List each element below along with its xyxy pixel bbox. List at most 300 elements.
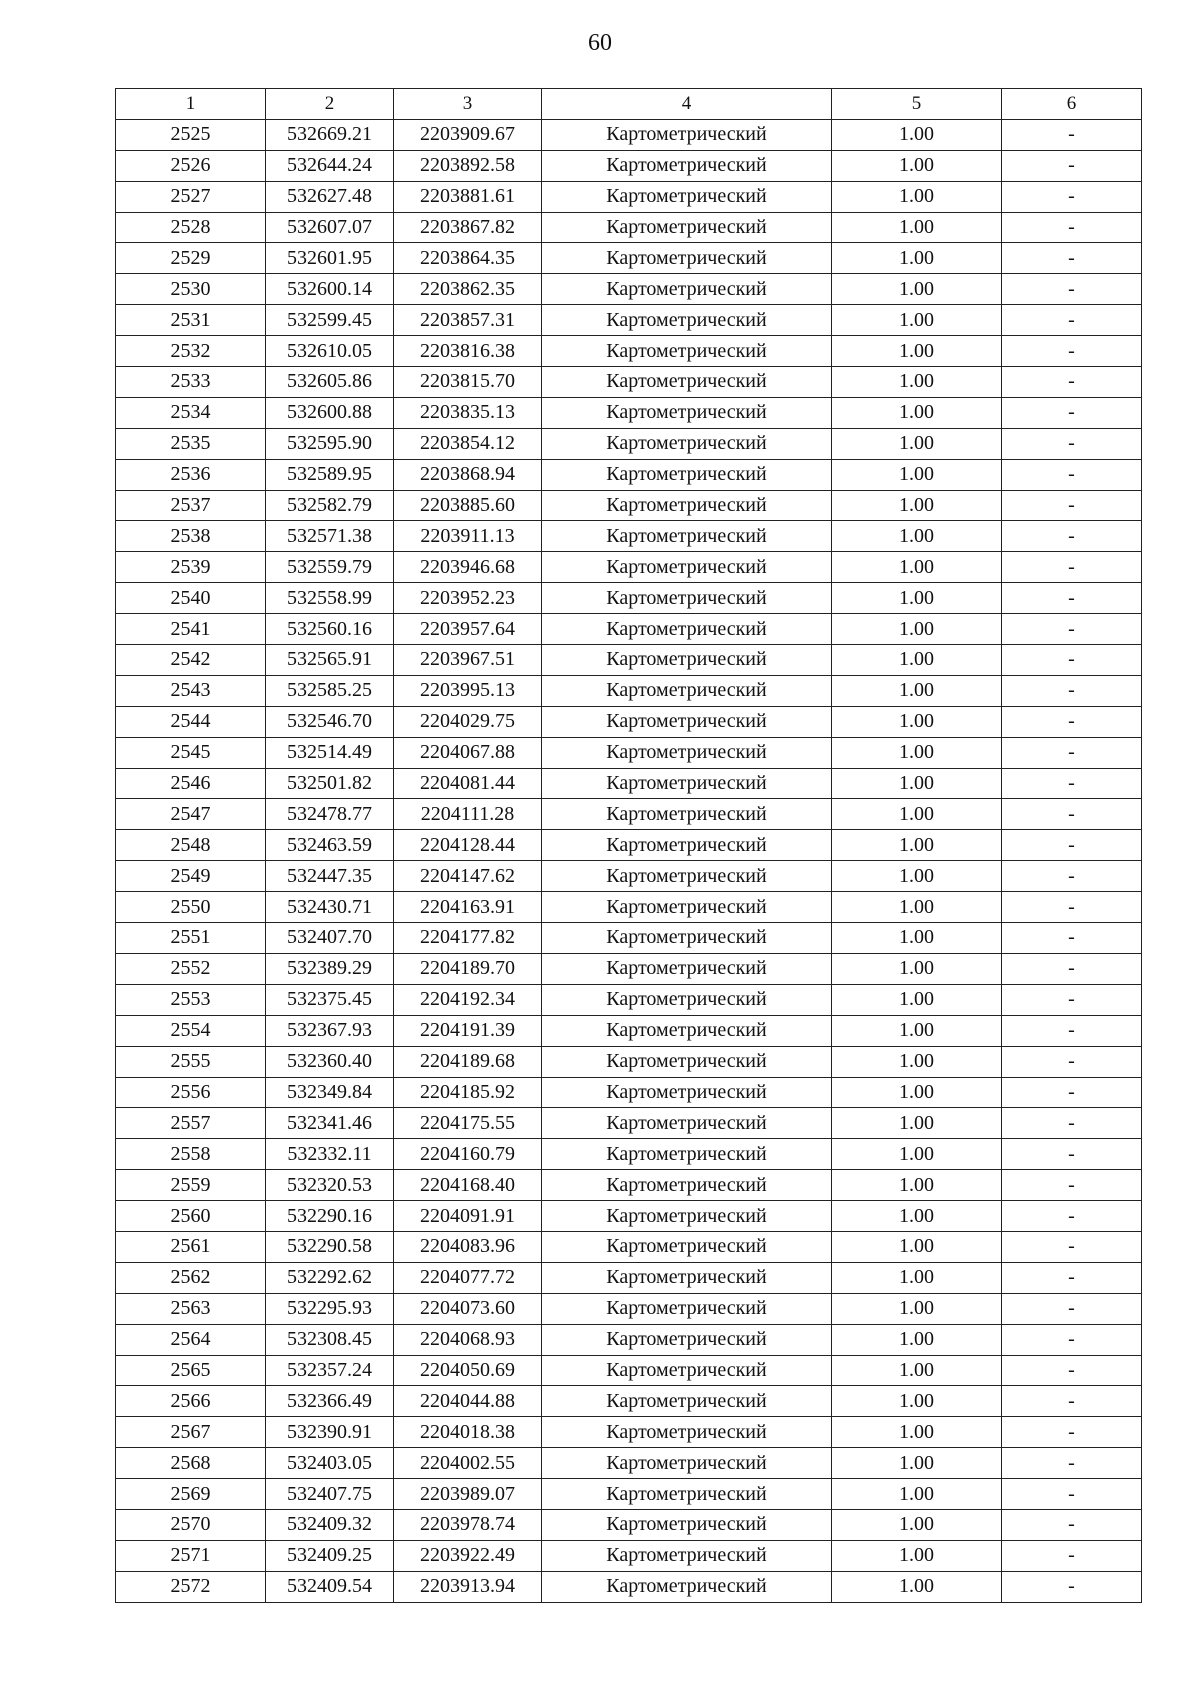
- table-cell: 532478.77: [266, 799, 394, 830]
- table-cell: 2530: [116, 274, 266, 305]
- table-cell: 532349.84: [266, 1077, 394, 1108]
- table-cell: 1.00: [832, 1262, 1002, 1293]
- table-cell: 1.00: [832, 830, 1002, 861]
- table-cell: Картометрический: [542, 1324, 832, 1355]
- table-cell: 2204177.82: [394, 923, 542, 954]
- table-row: [116, 1571, 1142, 1602]
- table-cell: 2544: [116, 706, 266, 737]
- table-cell: Картометрический: [542, 181, 832, 212]
- table-row: [116, 521, 1142, 552]
- table-row: [116, 1201, 1142, 1232]
- table-cell: -: [1002, 212, 1142, 243]
- table-cell: 2204168.40: [394, 1170, 542, 1201]
- table-cell: 532595.90: [266, 428, 394, 459]
- table-cell: 1.00: [832, 119, 1002, 150]
- table-cell: 532332.11: [266, 1139, 394, 1170]
- table-cell: 532582.79: [266, 490, 394, 521]
- table-row: [116, 645, 1142, 676]
- table-cell: -: [1002, 706, 1142, 737]
- table-cell: -: [1002, 336, 1142, 367]
- table-cell: 1.00: [832, 1015, 1002, 1046]
- table-cell: 1.00: [832, 1386, 1002, 1417]
- table-cell: Картометрический: [542, 1571, 832, 1602]
- table-cell: 2203911.13: [394, 521, 542, 552]
- table-cell: 2203922.49: [394, 1540, 542, 1571]
- column-header: 2: [266, 89, 394, 120]
- table-cell: 2538: [116, 521, 266, 552]
- table-cell: 2204192.34: [394, 984, 542, 1015]
- table-cell: 1.00: [832, 799, 1002, 830]
- table-cell: 1.00: [832, 1201, 1002, 1232]
- table-cell: 532607.07: [266, 212, 394, 243]
- table-cell: 532409.32: [266, 1509, 394, 1540]
- table-cell: -: [1002, 367, 1142, 398]
- table-row: [116, 614, 1142, 645]
- table-cell: 532600.88: [266, 397, 394, 428]
- table-cell: Картометрический: [542, 1509, 832, 1540]
- table-cell: 2204175.55: [394, 1108, 542, 1139]
- table-row: [116, 1170, 1142, 1201]
- table-row: [116, 305, 1142, 336]
- table-cell: Картометрический: [542, 1386, 832, 1417]
- table-cell: 2567: [116, 1417, 266, 1448]
- column-header: 3: [394, 89, 542, 120]
- table-cell: 532403.05: [266, 1448, 394, 1479]
- table-cell: 2557: [116, 1108, 266, 1139]
- table-cell: 532357.24: [266, 1355, 394, 1386]
- table-cell: -: [1002, 397, 1142, 428]
- table-cell: -: [1002, 645, 1142, 676]
- table-cell: -: [1002, 305, 1142, 336]
- column-header: 5: [832, 89, 1002, 120]
- table-cell: Картометрический: [542, 1201, 832, 1232]
- table-row: [116, 367, 1142, 398]
- table-cell: 532295.93: [266, 1293, 394, 1324]
- table-cell: 1.00: [832, 367, 1002, 398]
- table-row: [116, 1355, 1142, 1386]
- table-cell: 2203816.38: [394, 336, 542, 367]
- table-row: [116, 1046, 1142, 1077]
- table-cell: 532644.24: [266, 150, 394, 181]
- table-cell: 1.00: [832, 336, 1002, 367]
- table-cell: 2568: [116, 1448, 266, 1479]
- table-cell: 2529: [116, 243, 266, 274]
- table-cell: 1.00: [832, 1108, 1002, 1139]
- table-cell: 2535: [116, 428, 266, 459]
- table-cell: 532560.16: [266, 614, 394, 645]
- table-cell: 1.00: [832, 984, 1002, 1015]
- table-cell: -: [1002, 181, 1142, 212]
- table-cell: 1.00: [832, 428, 1002, 459]
- table-cell: Картометрический: [542, 1262, 832, 1293]
- table-cell: -: [1002, 1170, 1142, 1201]
- table-cell: -: [1002, 459, 1142, 490]
- table-cell: 1.00: [832, 1509, 1002, 1540]
- table-cell: 2536: [116, 459, 266, 490]
- table-cell: Картометрический: [542, 1015, 832, 1046]
- table-row: [116, 428, 1142, 459]
- table-cell: 1.00: [832, 737, 1002, 768]
- table-cell: 2203815.70: [394, 367, 542, 398]
- table-row: [116, 861, 1142, 892]
- table-cell: 1.00: [832, 1571, 1002, 1602]
- table-row: [116, 583, 1142, 614]
- table-cell: -: [1002, 830, 1142, 861]
- table-cell: -: [1002, 1108, 1142, 1139]
- table-cell: -: [1002, 150, 1142, 181]
- table-row: [116, 552, 1142, 583]
- table-cell: 532390.91: [266, 1417, 394, 1448]
- table-cell: 1.00: [832, 583, 1002, 614]
- table-cell: Картометрический: [542, 490, 832, 521]
- table-cell: Картометрический: [542, 614, 832, 645]
- table-cell: Картометрический: [542, 150, 832, 181]
- table-cell: 2562: [116, 1262, 266, 1293]
- table-cell: 2203885.60: [394, 490, 542, 521]
- table-cell: 532290.16: [266, 1201, 394, 1232]
- table-cell: 1.00: [832, 490, 1002, 521]
- table-row: [116, 1015, 1142, 1046]
- table-cell: 1.00: [832, 675, 1002, 706]
- table-cell: 2204091.91: [394, 1201, 542, 1232]
- table-cell: -: [1002, 1046, 1142, 1077]
- table-row: [116, 892, 1142, 923]
- table-cell: Картометрический: [542, 243, 832, 274]
- table-cell: Картометрический: [542, 274, 832, 305]
- table-cell: 2548: [116, 830, 266, 861]
- table-cell: 2204044.88: [394, 1386, 542, 1417]
- table-row: [116, 397, 1142, 428]
- table-cell: 1.00: [832, 150, 1002, 181]
- table-row: [116, 1262, 1142, 1293]
- table-cell: 532409.54: [266, 1571, 394, 1602]
- table-cell: -: [1002, 274, 1142, 305]
- column-header: 4: [542, 89, 832, 120]
- table-cell: 2204073.60: [394, 1293, 542, 1324]
- page-number: 60: [588, 30, 612, 56]
- table-cell: 2203946.68: [394, 552, 542, 583]
- table-cell: 1.00: [832, 1046, 1002, 1077]
- table-row: [116, 243, 1142, 274]
- table-row: [116, 737, 1142, 768]
- table-cell: 2531: [116, 305, 266, 336]
- table-cell: 532559.79: [266, 552, 394, 583]
- table-cell: 2204081.44: [394, 768, 542, 799]
- table-cell: Картометрический: [542, 923, 832, 954]
- table-cell: 1.00: [832, 1355, 1002, 1386]
- table-cell: -: [1002, 1448, 1142, 1479]
- table-cell: 2203892.58: [394, 150, 542, 181]
- table-cell: 1.00: [832, 1077, 1002, 1108]
- table-cell: 1.00: [832, 181, 1002, 212]
- table-cell: -: [1002, 768, 1142, 799]
- table-cell: 2204163.91: [394, 892, 542, 923]
- table-cell: 2547: [116, 799, 266, 830]
- table-cell: 2541: [116, 614, 266, 645]
- table-cell: 1.00: [832, 953, 1002, 984]
- table-cell: 1.00: [832, 521, 1002, 552]
- table-cell: 2526: [116, 150, 266, 181]
- table-cell: 532514.49: [266, 737, 394, 768]
- table-cell: 2204050.69: [394, 1355, 542, 1386]
- table-cell: 2543: [116, 675, 266, 706]
- table-cell: 532585.25: [266, 675, 394, 706]
- table-cell: 532589.95: [266, 459, 394, 490]
- table-cell: 532407.70: [266, 923, 394, 954]
- table-cell: Картометрический: [542, 799, 832, 830]
- table-cell: 2570: [116, 1509, 266, 1540]
- column-header: 1: [116, 89, 266, 120]
- table-cell: 2542: [116, 645, 266, 676]
- table-cell: 532601.95: [266, 243, 394, 274]
- table-cell: 2204029.75: [394, 706, 542, 737]
- table-cell: -: [1002, 1077, 1142, 1108]
- table-cell: 532367.93: [266, 1015, 394, 1046]
- table-cell: Картометрический: [542, 892, 832, 923]
- table-cell: -: [1002, 614, 1142, 645]
- table-row: [116, 1509, 1142, 1540]
- table-cell: 1.00: [832, 861, 1002, 892]
- table-cell: 1.00: [832, 706, 1002, 737]
- table-row: [116, 984, 1142, 1015]
- table-cell: Картометрический: [542, 521, 832, 552]
- table-cell: 1.00: [832, 305, 1002, 336]
- table-header: [116, 89, 1142, 120]
- table-cell: 2204189.70: [394, 953, 542, 984]
- table-cell: 2203967.51: [394, 645, 542, 676]
- table-row: [116, 490, 1142, 521]
- table-cell: 2527: [116, 181, 266, 212]
- table-cell: Картометрический: [542, 1448, 832, 1479]
- table-cell: 1.00: [832, 243, 1002, 274]
- table-row: [116, 953, 1142, 984]
- table-cell: Картометрический: [542, 675, 832, 706]
- table-cell: 1.00: [832, 1540, 1002, 1571]
- table-cell: 2204160.79: [394, 1139, 542, 1170]
- table-cell: -: [1002, 892, 1142, 923]
- table-cell: 1.00: [832, 212, 1002, 243]
- table-cell: -: [1002, 119, 1142, 150]
- table-cell: Картометрический: [542, 861, 832, 892]
- table-cell: Картометрический: [542, 1417, 832, 1448]
- table-cell: 2203952.23: [394, 583, 542, 614]
- table-cell: -: [1002, 1509, 1142, 1540]
- table-cell: 2203857.31: [394, 305, 542, 336]
- table-cell: 1.00: [832, 397, 1002, 428]
- table-cell: Картометрический: [542, 737, 832, 768]
- table-cell: 2204077.72: [394, 1262, 542, 1293]
- table-cell: 2551: [116, 923, 266, 954]
- table-cell: 532290.58: [266, 1231, 394, 1262]
- table-cell: 2204185.92: [394, 1077, 542, 1108]
- table-body: [116, 119, 1142, 1602]
- table-cell: 2564: [116, 1324, 266, 1355]
- table-cell: 2203868.94: [394, 459, 542, 490]
- table-cell: 1.00: [832, 1417, 1002, 1448]
- table-cell: -: [1002, 552, 1142, 583]
- table-cell: 1.00: [832, 923, 1002, 954]
- table-cell: Картометрический: [542, 1293, 832, 1324]
- table-cell: 2203867.82: [394, 212, 542, 243]
- table-cell: -: [1002, 1540, 1142, 1571]
- table-cell: -: [1002, 923, 1142, 954]
- table-cell: Картометрический: [542, 645, 832, 676]
- table-cell: 532627.48: [266, 181, 394, 212]
- header-row: [116, 89, 1142, 120]
- table-cell: 2203854.12: [394, 428, 542, 459]
- table-cell: -: [1002, 490, 1142, 521]
- table-row: [116, 150, 1142, 181]
- table-cell: 2204067.88: [394, 737, 542, 768]
- table-cell: Картометрический: [542, 984, 832, 1015]
- table-row: [116, 768, 1142, 799]
- table-cell: 532292.62: [266, 1262, 394, 1293]
- table-cell: 1.00: [832, 1231, 1002, 1262]
- table-cell: Картометрический: [542, 1540, 832, 1571]
- table-row: [116, 923, 1142, 954]
- table-cell: 532501.82: [266, 768, 394, 799]
- table-cell: -: [1002, 428, 1142, 459]
- table-row: [116, 1417, 1142, 1448]
- table-cell: 532571.38: [266, 521, 394, 552]
- table-row: [116, 1077, 1142, 1108]
- table-cell: 2204189.68: [394, 1046, 542, 1077]
- table-cell: Картометрический: [542, 1355, 832, 1386]
- table-cell: -: [1002, 243, 1142, 274]
- table-cell: Картометрический: [542, 706, 832, 737]
- table-cell: -: [1002, 1479, 1142, 1510]
- table-cell: 2539: [116, 552, 266, 583]
- table-row: [116, 830, 1142, 861]
- table-cell: Картометрический: [542, 583, 832, 614]
- table-cell: 532320.53: [266, 1170, 394, 1201]
- table-cell: 1.00: [832, 459, 1002, 490]
- table-cell: -: [1002, 1262, 1142, 1293]
- table-cell: Картометрический: [542, 1479, 832, 1510]
- table-cell: 2203835.13: [394, 397, 542, 428]
- table-row: [116, 1108, 1142, 1139]
- table-cell: 2563: [116, 1293, 266, 1324]
- table-cell: 2204111.28: [394, 799, 542, 830]
- table-row: [116, 336, 1142, 367]
- table-cell: -: [1002, 675, 1142, 706]
- table-cell: 2203862.35: [394, 274, 542, 305]
- table-cell: -: [1002, 1386, 1142, 1417]
- table-cell: 532610.05: [266, 336, 394, 367]
- table-cell: 2572: [116, 1571, 266, 1602]
- table-cell: 2546: [116, 768, 266, 799]
- table-cell: 2204191.39: [394, 1015, 542, 1046]
- table-row: [116, 119, 1142, 150]
- table-cell: -: [1002, 1571, 1142, 1602]
- table-cell: 2203909.67: [394, 119, 542, 150]
- table-cell: Картометрический: [542, 1077, 832, 1108]
- table-cell: Картометрический: [542, 305, 832, 336]
- table-cell: 2554: [116, 1015, 266, 1046]
- table-cell: 1.00: [832, 1479, 1002, 1510]
- table-cell: 2565: [116, 1355, 266, 1386]
- table-cell: -: [1002, 1139, 1142, 1170]
- table-cell: 532375.45: [266, 984, 394, 1015]
- table-cell: Картометрический: [542, 459, 832, 490]
- table-cell: 2549: [116, 861, 266, 892]
- table-cell: 532389.29: [266, 953, 394, 984]
- table-row: [116, 706, 1142, 737]
- table-cell: -: [1002, 583, 1142, 614]
- table-cell: 2203978.74: [394, 1509, 542, 1540]
- table-cell: Картометрический: [542, 1170, 832, 1201]
- table-cell: 2571: [116, 1540, 266, 1571]
- table-cell: 532546.70: [266, 706, 394, 737]
- table-cell: Картометрический: [542, 768, 832, 799]
- table-cell: 532669.21: [266, 119, 394, 150]
- table-cell: -: [1002, 953, 1142, 984]
- table-cell: 2534: [116, 397, 266, 428]
- table-cell: 2540: [116, 583, 266, 614]
- table-cell: 2204068.93: [394, 1324, 542, 1355]
- table-row: [116, 1386, 1142, 1417]
- table-cell: Картометрический: [542, 953, 832, 984]
- coordinates-table: [115, 88, 1142, 1603]
- table-cell: 2204018.38: [394, 1417, 542, 1448]
- table-cell: 532600.14: [266, 274, 394, 305]
- table-cell: 532605.86: [266, 367, 394, 398]
- table-cell: 1.00: [832, 1293, 1002, 1324]
- table-cell: 2556: [116, 1077, 266, 1108]
- table-cell: Картометрический: [542, 367, 832, 398]
- table-cell: 532409.25: [266, 1540, 394, 1571]
- table-cell: 1.00: [832, 1139, 1002, 1170]
- table-row: [116, 274, 1142, 305]
- table-cell: 2552: [116, 953, 266, 984]
- table-row: [116, 1540, 1142, 1571]
- table-cell: Картометрический: [542, 119, 832, 150]
- table-cell: 2560: [116, 1201, 266, 1232]
- table-cell: Картометрический: [542, 552, 832, 583]
- table-cell: 2553: [116, 984, 266, 1015]
- table-cell: Картометрический: [542, 1139, 832, 1170]
- table-cell: 2533: [116, 367, 266, 398]
- table-cell: Картометрический: [542, 1046, 832, 1077]
- table-cell: 532407.75: [266, 1479, 394, 1510]
- table-cell: 2204128.44: [394, 830, 542, 861]
- table-row: [116, 1324, 1142, 1355]
- table-cell: 2203989.07: [394, 1479, 542, 1510]
- table-cell: 2545: [116, 737, 266, 768]
- table-cell: 532366.49: [266, 1386, 394, 1417]
- table-cell: -: [1002, 737, 1142, 768]
- table-cell: Картометрический: [542, 830, 832, 861]
- table-cell: 1.00: [832, 274, 1002, 305]
- table-cell: 2203913.94: [394, 1571, 542, 1602]
- table-cell: 1.00: [832, 768, 1002, 799]
- table-cell: 2566: [116, 1386, 266, 1417]
- table-cell: 532430.71: [266, 892, 394, 923]
- table-cell: Картометрический: [542, 336, 832, 367]
- table-cell: 1.00: [832, 892, 1002, 923]
- table-cell: -: [1002, 1355, 1142, 1386]
- table-cell: 532308.45: [266, 1324, 394, 1355]
- table-cell: 532565.91: [266, 645, 394, 676]
- table-row: [116, 675, 1142, 706]
- table-cell: 2204002.55: [394, 1448, 542, 1479]
- table-row: [116, 1139, 1142, 1170]
- table-cell: -: [1002, 1293, 1142, 1324]
- table-cell: 2532: [116, 336, 266, 367]
- table-cell: 1.00: [832, 614, 1002, 645]
- table-cell: -: [1002, 984, 1142, 1015]
- table-cell: 532599.45: [266, 305, 394, 336]
